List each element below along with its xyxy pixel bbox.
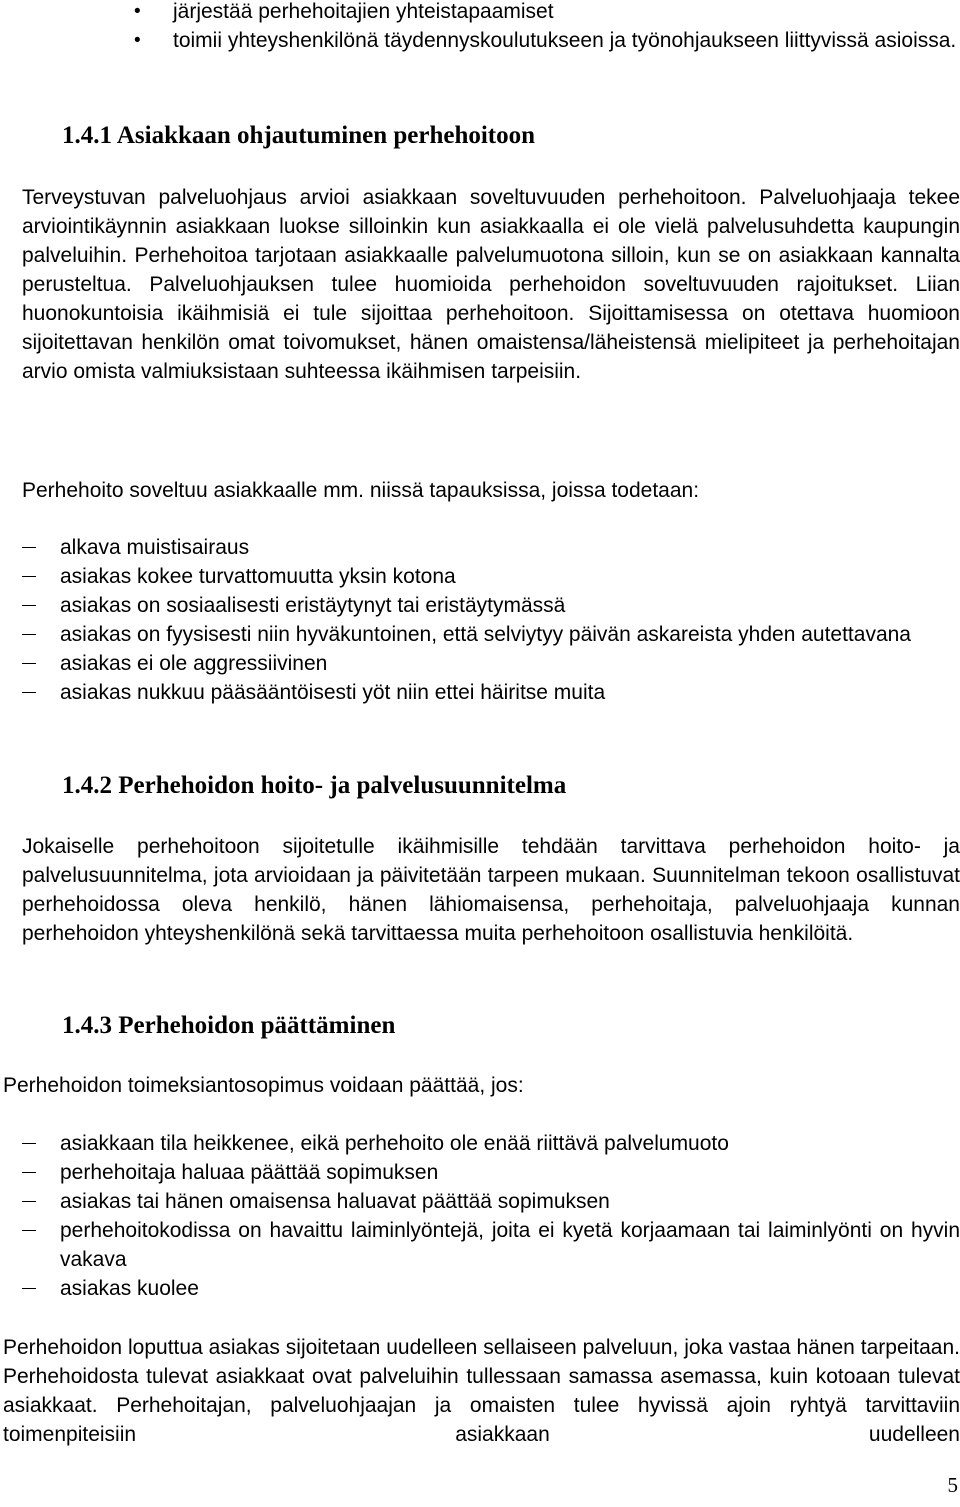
list-item (22, 533, 960, 562)
bullet-item (134, 26, 960, 55)
list-item-text: asiakas on sosiaalisesti eristäytynyt tai eristäytymässä (60, 594, 566, 617)
dash-bullet (22, 1288, 36, 1289)
list-item-text: asiakas on fyysisesti niin hyväkuntoinen, että selviytyy päivän askareista yhden autettavana (60, 623, 911, 646)
section-1-4-3-closing-paragraph: Perhehoidon loputtua asiakas sijoitetaan uudelleen sellaiseen palveluun, joka vastaa hänen tarpeitaan. Perhehoidosta tulevat asiakkaat ovat palveluihin tullessaan samassa asemassa, kuin kotoaan tulevat asiakkaat. Perhehoitajan, palveluohjaajan ja omaisten tulee hyvissä ajoin ryhtyä tarvittaviin toimenpiteisiin asiakkaan uudelleen (3, 1336, 960, 1446)
termination-dash-list (22, 1129, 960, 1303)
dash-bullet (22, 1172, 36, 1173)
dash-bullet (22, 634, 36, 635)
suitability-list-intro: Perhehoito soveltuu asiakkaalle mm. niissä tapauksissa, joissa todetaan: (22, 479, 700, 502)
page-number: 5 (947, 1473, 958, 1497)
list-item-text: asiakkaan tila heikkenee, eikä perhehoito ole enää riittävä palvelumuoto (60, 1132, 729, 1155)
bullet-item-text: järjestää perhehoitajien yhteistapaamiset (173, 0, 554, 23)
dash-bullet (22, 692, 36, 693)
section-1-4-1-paragraph: Terveystuvan palveluohjaus arvioi asiakkaan soveltuvuuden perhehoitoon. Palveluohjaaja tekee arviointikäynnin asiakkaan luokse silloinkin kun asiakkaalla ei ole vielä palvelusuhdetta kaupungin palveluihin. Perhehoitoa tarjotaan asiakkaalle palvelumuotona silloin, kun se on asiakkaan kannalta perusteltua. Palveluohjauksen tulee huomioida perhehoidon soveltuvuuden rajoitukset. Liian huonokuntoisia ikäihmisiä ei tule sijoittaa perhehoitoon. Sijoittamisessa on otettava huomioon sijoitettavan henkilön omat toivomukset, hänen omaistensa/läheistensä mielipiteet ja perhehoitajan arvio omista valmiuksistaan suhteessa ikäihmisen tarpeisiin. (22, 186, 960, 383)
list-item (22, 1187, 960, 1216)
list-item-text: perhehoitokodissa on havaittu laiminlyöntejä, joita ei kyetä korjaamaan tai laiminlyönti on hyvin vakava (60, 1219, 960, 1271)
list-item-text: asiakas kokee turvattomuutta yksin kotona (60, 565, 456, 588)
list-item (22, 562, 960, 591)
section-heading-1-4-3: 1.4.3 Perhehoidon päättäminen (62, 1012, 396, 1039)
list-item-text: asiakas ei ole aggressiivinen (60, 652, 328, 675)
list-item (22, 1129, 960, 1158)
list-item (22, 591, 960, 620)
list-item (22, 649, 960, 678)
intro-bullet-list (134, 0, 960, 55)
dash-bullet (22, 1230, 36, 1231)
bullet-item (134, 0, 960, 26)
list-item-text: perhehoitaja haluaa päättää sopimuksen (60, 1161, 439, 1184)
list-item-text: asiakas tai hänen omaisensa haluavat päättää sopimuksen (60, 1190, 610, 1213)
dash-bullet (22, 663, 36, 664)
list-item (22, 620, 960, 649)
section-1-4-2-paragraph: Jokaiselle perhehoitoon sijoitetulle ikäihmisille tehdään tarvittava perhehoidon hoito- ja palvelusuunnitelma, jota arvioidaan ja päivitetään tarpeen mukaan. Suunnitelman tekoon osallistuvat perhehoidossa oleva henkilö, hänen lähiomaisensa, perhehoitaja, palveluohjaaja kunnan perhehoidon yhteyshenkilönä sekä tarvittaessa muita perhehoitoon osallistuvia henkilöitä. (22, 835, 960, 945)
list-item-text: asiakas nukkuu pääsääntöisesti yöt niin ettei häiritse muita (60, 681, 606, 704)
dash-bullet (22, 1201, 36, 1202)
list-item (22, 678, 960, 707)
list-item (22, 1274, 960, 1303)
list-item-text: alkava muistisairaus (60, 536, 250, 559)
section-heading-1-4-1: 1.4.1 Asiakkaan ohjautuminen perhehoitoon (62, 122, 536, 149)
dash-bullet (22, 1143, 36, 1144)
bullet-item-text: toimii yhteyshenkilönä täydennyskoulutukseen ja työnohjaukseen liittyvissä asioissa. (173, 29, 957, 52)
section-heading-1-4-2: 1.4.2 Perhehoidon hoito- ja palvelusuunnitelma (62, 772, 567, 799)
dash-bullet (22, 605, 36, 606)
list-item (22, 1216, 960, 1274)
dash-bullet (22, 576, 36, 577)
list-item (22, 1158, 960, 1187)
suitability-dash-list (22, 533, 960, 707)
list-item-text: asiakas kuolee (60, 1277, 199, 1300)
termination-list-intro: Perhehoidon toimeksiantosopimus voidaan päättää, jos: (3, 1074, 524, 1097)
dash-bullet (22, 547, 36, 548)
